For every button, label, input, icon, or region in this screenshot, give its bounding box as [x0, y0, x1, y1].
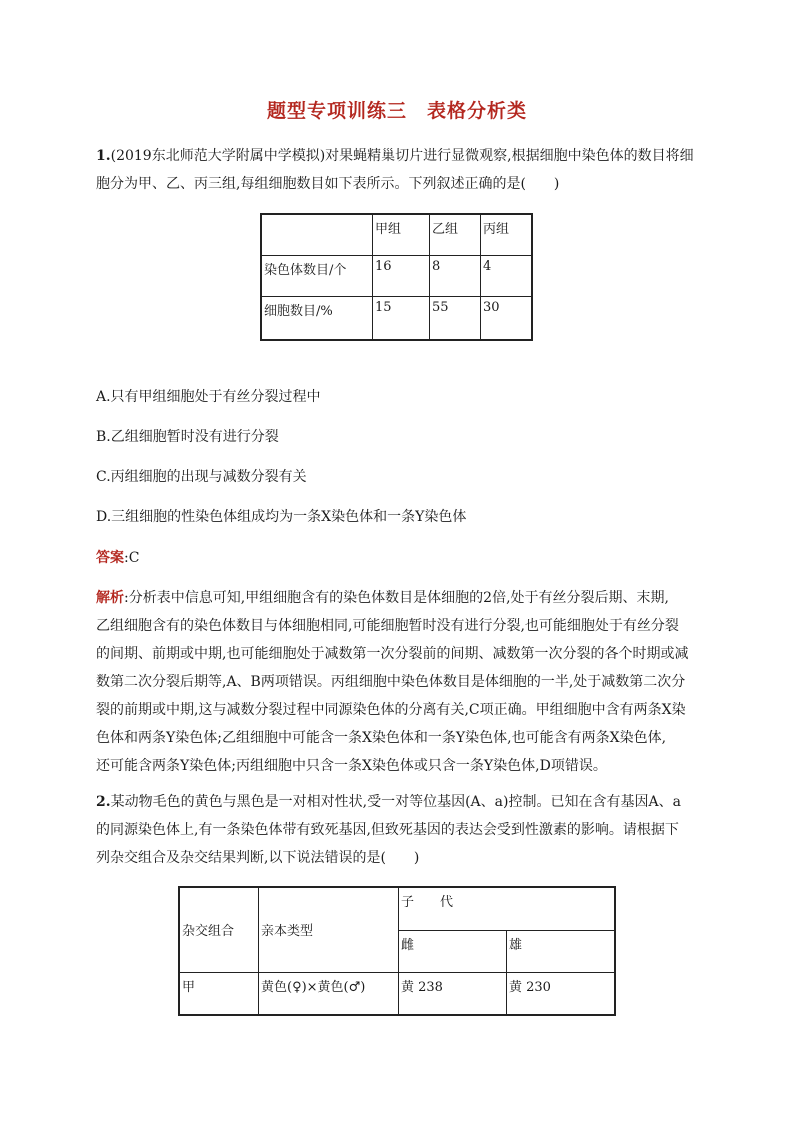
question-2-stem — [96, 788, 700, 872]
table-cell: 55 — [430, 296, 481, 340]
table-cell: 黄色(♀)×黄色(♂) — [259, 972, 399, 1015]
table-row — [261, 255, 532, 296]
question-line: 的同源染色体上,有一条染色体带有致死基因,但致死基因的表达会受到性激素的影响。请根据下 — [96, 822, 679, 838]
analysis-line: :分析表中信息可知,甲组细胞含有的染色体数目是体细胞的2倍,处于有丝分裂后期、末期, — [124, 590, 669, 606]
question-number: 1. — [96, 148, 111, 164]
table-cell: 8 — [430, 255, 481, 296]
analysis — [96, 584, 700, 780]
table-row — [179, 972, 615, 1015]
table-cell: 16 — [373, 255, 430, 296]
analysis-line: 乙组细胞含有的染色体数目与体细胞相同,可能细胞暂时没有进行分裂,也可能细胞处于有丝分裂 — [96, 618, 679, 634]
option-c: C.丙组细胞的出现与减数分裂有关 — [96, 469, 307, 485]
table-row — [261, 296, 532, 340]
question-line: (2019东北师范大学附属中学模拟)对果蝇精巢切片进行显微观察,根据细胞中染色体的数目将细 — [110, 148, 694, 164]
table-cell — [261, 214, 373, 255]
table-cell: 细胞数目/% — [261, 296, 373, 340]
answer-label: 答案 — [96, 550, 124, 566]
answer-value: :C — [124, 550, 140, 566]
option-a: A.只有甲组细胞处于有丝分裂过程中 — [96, 389, 321, 405]
chromosome-table — [260, 213, 533, 341]
question-line: 胞分为甲、乙、丙三组,每组细胞数目如下表所示。下列叙述正确的是( ) — [96, 176, 560, 192]
option-b: B.乙组细胞暂时没有进行分裂 — [96, 429, 279, 445]
table-cell: 染色体数目/个 — [261, 255, 373, 296]
table-cell: 4 — [481, 255, 533, 296]
table-cell: 甲 — [179, 972, 259, 1015]
question-number: 2. — [96, 794, 111, 810]
question-line: 列杂交组合及杂交结果判断,以下说法错误的是( ) — [96, 850, 420, 866]
option-d: D.三组细胞的性染色体组成均为一条X染色体和一条Y染色体 — [96, 509, 467, 525]
table-cell: 黄 238 — [399, 972, 507, 1015]
analysis-line: 裂的前期或中期,这与减数分裂过程中同源染色体的分离有关,C项正确。甲组细胞中含有两条X染 — [96, 702, 686, 718]
table-header: 子 代 — [399, 887, 616, 930]
table-header: 乙组 — [430, 214, 481, 255]
analysis-label: 解析 — [96, 590, 124, 606]
table-header: 亲本类型 — [259, 887, 399, 972]
analysis-line: 的间期、前期或中期,也可能细胞处于减数第一次分裂前的间期、减数第一次分裂的各个时期或减 — [96, 646, 689, 662]
table-cell: 黄 230 — [507, 972, 616, 1015]
table-header: 丙组 — [481, 214, 533, 255]
table-header: 雄 — [507, 930, 616, 972]
cross-table — [178, 886, 616, 1016]
question-1-stem — [96, 142, 700, 198]
table-header: 雌 — [399, 930, 507, 972]
table-header: 甲组 — [373, 214, 430, 255]
analysis-line: 还可能含两条Y染色体;丙组细胞中只含一条X染色体或只含一条Y染色体,D项错误。 — [96, 758, 607, 774]
table-cell: 30 — [481, 296, 533, 340]
answer — [96, 544, 700, 572]
page-title: 题型专项训练三 表格分析类 — [266, 100, 527, 122]
table-header: 杂交组合 — [179, 887, 259, 972]
question-line: 某动物毛色的黄色与黑色是一对相对性状,受一对等位基因(A、a)控制。已知在含有基因A、a — [110, 794, 681, 810]
table-cell: 15 — [373, 296, 430, 340]
analysis-line: 色体和两条Y染色体;乙组细胞中可能含一条X染色体和一条Y染色体,也可能含有两条X染色体, — [96, 730, 667, 746]
analysis-line: 数第二次分裂后期等,A、B两项错误。丙组细胞中染色体数目是体细胞的一半,处于减数第二次分 — [96, 674, 686, 690]
